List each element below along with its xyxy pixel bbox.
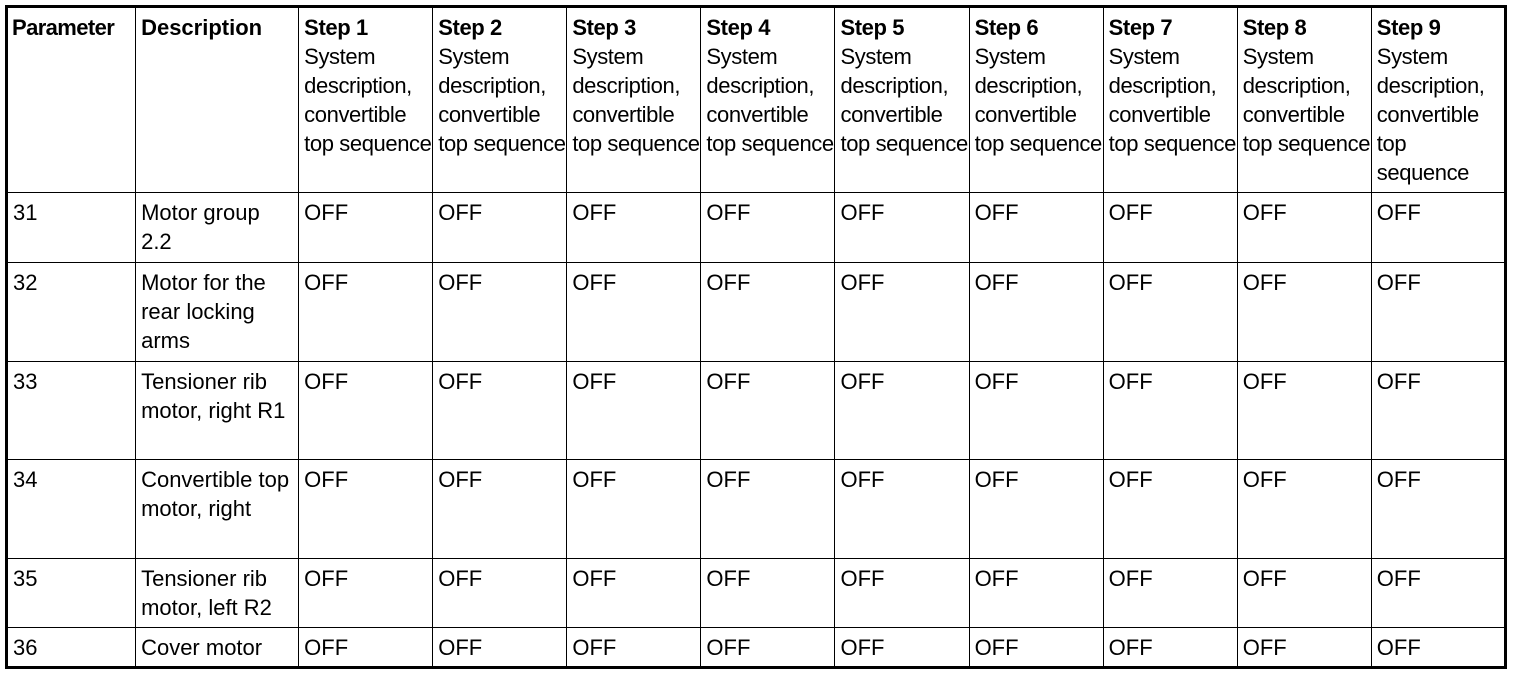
step-value-cell: OFF (1103, 559, 1237, 628)
header-row (7, 7, 1506, 193)
step-5-column-header (835, 7, 969, 193)
parameter-cell: 31 (7, 193, 136, 263)
step-value-cell: OFF (1237, 460, 1371, 559)
step-header-subtitle: System description, convertible top sequence (1376, 44, 1485, 185)
parameter-cell: 35 (7, 559, 136, 628)
step-6-column-header (969, 7, 1103, 193)
parameter-cell: 36 (7, 628, 136, 668)
step-value-cell: OFF (1371, 193, 1505, 263)
step-value-cell: OFF (969, 193, 1103, 263)
step-value-cell: OFF (567, 559, 701, 628)
step-value-cell: OFF (567, 362, 701, 460)
step-value-cell: OFF (299, 628, 433, 668)
table-row (7, 460, 1506, 559)
step-8-column-header (1237, 7, 1371, 193)
step-value-cell: OFF (835, 362, 969, 460)
step-header-subtitle: System description, convertible top sequence (572, 44, 700, 156)
step-value-cell: OFF (1237, 628, 1371, 668)
step-value-cell: OFF (299, 263, 433, 362)
step-header-title: Step 8 (1242, 15, 1307, 40)
step-value-cell: OFF (1103, 263, 1237, 362)
description-cell: Motor for the rear locking arms (136, 263, 299, 362)
step-value-cell: OFF (567, 193, 701, 263)
step-header-title: Step 9 (1376, 15, 1441, 40)
step-value-cell: OFF (299, 193, 433, 263)
step-value-cell: OFF (1103, 362, 1237, 460)
step-header-title: Step 2 (438, 15, 502, 40)
parameter-cell: 32 (7, 263, 136, 362)
step-value-cell: OFF (835, 559, 969, 628)
parameter-column-header (7, 7, 136, 193)
step-value-cell: OFF (701, 628, 835, 668)
step-value-cell: OFF (433, 559, 567, 628)
step-value-cell: OFF (1103, 193, 1237, 263)
step-value-cell: OFF (433, 193, 567, 263)
step-value-cell: OFF (1237, 263, 1371, 362)
step-value-cell: OFF (433, 263, 567, 362)
step-7-column-header (1103, 7, 1237, 193)
table-row (7, 362, 1506, 460)
description-header-label: Description (141, 15, 263, 40)
step-value-cell: OFF (1371, 559, 1505, 628)
step-value-cell: OFF (299, 460, 433, 559)
step-header-title: Step 4 (706, 15, 771, 40)
parameter-table (5, 5, 1507, 669)
step-value-cell: OFF (567, 263, 701, 362)
step-header-subtitle: System description, convertible top sequence (974, 44, 1102, 156)
step-1-column-header (299, 7, 433, 193)
step-value-cell: OFF (433, 362, 567, 460)
step-value-cell: OFF (567, 460, 701, 559)
step-value-cell: OFF (701, 263, 835, 362)
step-value-cell: OFF (835, 460, 969, 559)
table-row (7, 628, 1506, 668)
step-value-cell: OFF (1371, 628, 1505, 668)
step-header-title: Step 1 (304, 15, 368, 40)
step-value-cell: OFF (701, 193, 835, 263)
step-value-cell: OFF (701, 460, 835, 559)
step-header-subtitle: System description, convertible top sequence (1108, 44, 1236, 156)
step-header-subtitle: System description, convertible top sequence (1242, 44, 1371, 156)
step-header-title: Step 6 (974, 15, 1039, 40)
step-value-cell: OFF (701, 559, 835, 628)
step-value-cell: OFF (1371, 362, 1505, 460)
step-value-cell: OFF (433, 628, 567, 668)
parameter-cell: 33 (7, 362, 136, 460)
description-column-header (136, 7, 299, 193)
step-value-cell: OFF (567, 628, 701, 668)
step-value-cell: OFF (969, 628, 1103, 668)
table-row (7, 559, 1506, 628)
step-9-column-header (1371, 7, 1505, 193)
step-header-subtitle: System description, convertible top sequence (438, 44, 566, 156)
step-value-cell: OFF (1237, 193, 1371, 263)
table-row (7, 193, 1506, 263)
step-value-cell: OFF (969, 263, 1103, 362)
step-value-cell: OFF (1237, 362, 1371, 460)
step-value-cell: OFF (969, 362, 1103, 460)
step-header-subtitle: System description, convertible top sequence (840, 44, 968, 156)
step-header-subtitle: System description, convertible top sequence (304, 44, 432, 156)
step-value-cell: OFF (299, 559, 433, 628)
parameter-cell: 34 (7, 460, 136, 559)
table-row (7, 263, 1506, 362)
step-value-cell: OFF (1103, 628, 1237, 668)
step-value-cell: OFF (1371, 460, 1505, 559)
step-header-subtitle: System description, convertible top sequence (706, 44, 834, 156)
description-cell: Tensioner rib motor, right R1 (136, 362, 299, 460)
step-4-column-header (701, 7, 835, 193)
step-value-cell: OFF (701, 362, 835, 460)
step-value-cell: OFF (433, 460, 567, 559)
step-value-cell: OFF (835, 193, 969, 263)
step-header-title: Step 7 (1108, 15, 1173, 40)
description-cell: Motor group 2.2 (136, 193, 299, 263)
step-value-cell: OFF (1237, 559, 1371, 628)
step-value-cell: OFF (969, 460, 1103, 559)
step-header-title: Step 3 (572, 15, 636, 40)
description-cell: Tensioner rib motor, left R2 (136, 559, 299, 628)
step-value-cell: OFF (1371, 263, 1505, 362)
step-3-column-header (567, 7, 701, 193)
description-cell: Cover motor (136, 628, 299, 668)
step-value-cell: OFF (1103, 460, 1237, 559)
step-value-cell: OFF (969, 559, 1103, 628)
step-value-cell: OFF (299, 362, 433, 460)
parameter-header-label: Parameter (12, 15, 115, 40)
description-cell: Convertible top motor, right (136, 460, 299, 559)
step-header-title: Step 5 (840, 15, 905, 40)
step-value-cell: OFF (835, 628, 969, 668)
step-value-cell: OFF (835, 263, 969, 362)
step-2-column-header (433, 7, 567, 193)
